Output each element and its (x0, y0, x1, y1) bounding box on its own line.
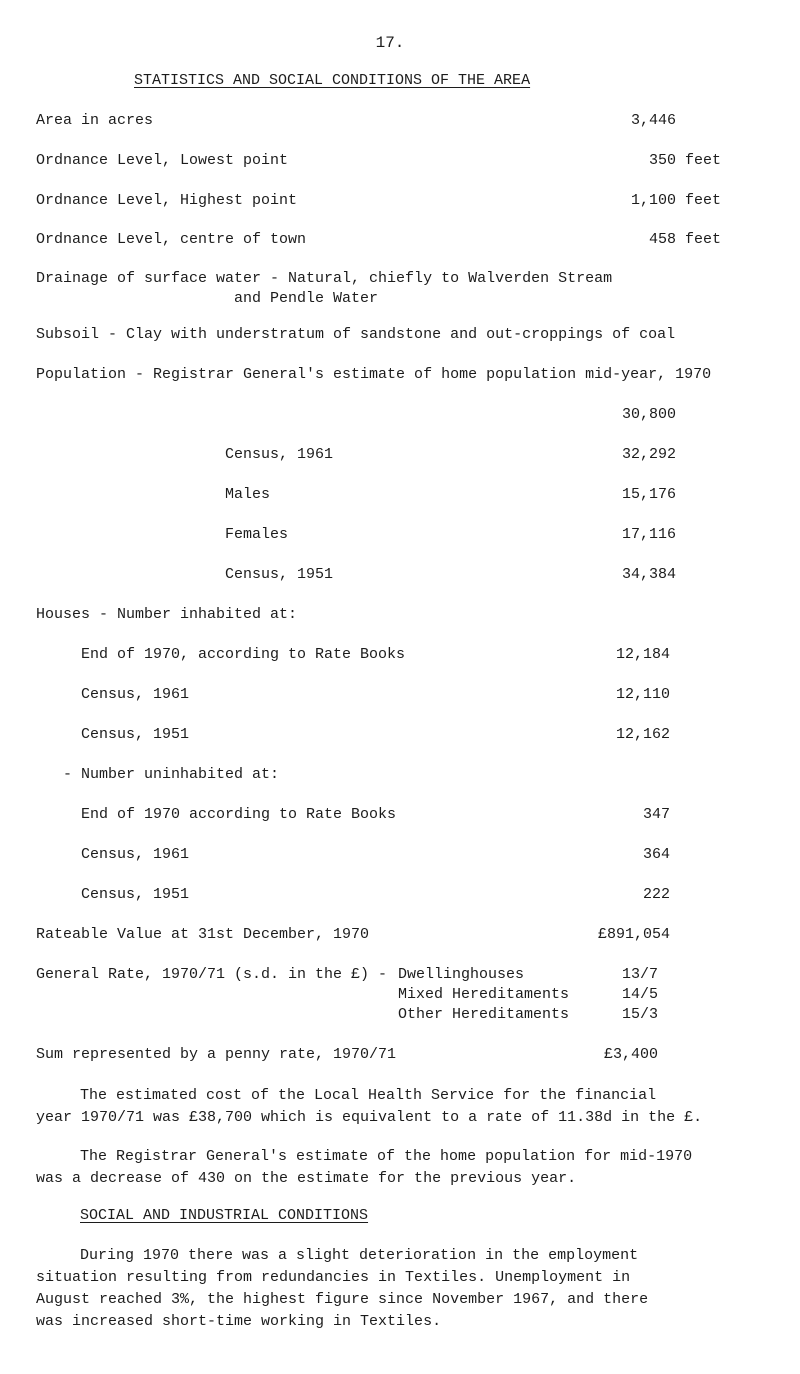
inhabited-row-label: Census, 1961 (81, 686, 190, 703)
social-conditions-paragraph (36, 1245, 776, 1333)
females-label: Females (225, 526, 289, 543)
population-decrease-line-2: was a decrease of 430 on the estimate for the previous year. (36, 1170, 577, 1187)
population-decrease-line-1: The Registrar General's estimate of the home population for mid-1970 (80, 1148, 693, 1165)
males-value: 15,176 (621, 486, 676, 503)
inhabited-row-value: 12,110 (615, 686, 670, 703)
area-label: Area in acres (36, 112, 154, 129)
census-1951-label: Census, 1951 (225, 566, 334, 583)
inhabited-row-value: 12,184 (615, 646, 670, 663)
drainage-line-1: Drainage of surface water - Natural, chiefly to Walverden Stream (36, 270, 613, 287)
social-line-4: was increased short-time working in Textiles. (36, 1313, 442, 1330)
inhabited-row-label: End of 1970, according to Rate Books (81, 646, 406, 663)
social-line-3: August reached 3%, the highest figure since November 1967, and there (36, 1291, 649, 1308)
population-estimate: 30,800 (621, 406, 676, 423)
ordnance-centre-value: 458 feet (648, 231, 721, 248)
census-1961-value: 32,292 (621, 446, 676, 463)
drainage-line-2: and Pendle Water (234, 290, 379, 307)
uninhabited-row-value: 222 (642, 886, 670, 903)
health-cost-line-1: The estimated cost of the Local Health Service for the financial (80, 1087, 657, 1104)
houses-uninhabited-label: - Number uninhabited at: (63, 766, 280, 783)
uninhabited-row-label: End of 1970 according to Rate Books (81, 806, 397, 823)
section-title-social: SOCIAL AND INDUSTRIAL CONDITIONS (80, 1207, 369, 1224)
general-rate-row-value: 14/5 (621, 986, 658, 1003)
penny-rate-value: £3,400 (603, 1046, 658, 1063)
general-rate-label: General Rate, 1970/71 (s.d. in the £) - (36, 966, 388, 983)
uninhabited-row-label: Census, 1961 (81, 846, 190, 863)
subsoil-text: Subsoil - Clay with understratum of sandstone and out-croppings of coal (36, 326, 676, 343)
uninhabited-row-value: 347 (642, 806, 670, 823)
health-cost-line-2: year 1970/71 was £38,700 which is equivalent to a rate of 11.38d in the £. (36, 1109, 703, 1126)
section-title-statistics: STATISTICS AND SOCIAL CONDITIONS OF THE AREA (134, 72, 531, 89)
ordnance-centre-label: Ordnance Level, centre of town (36, 231, 307, 248)
uninhabited-row-value: 364 (642, 846, 670, 863)
ordnance-lowest-value: 350 feet (648, 152, 721, 169)
general-rate-row-label: Other Hereditaments (398, 1006, 570, 1023)
social-line-2: situation resulting from redundancies in Textiles. Unemployment in (36, 1269, 631, 1286)
population-decrease-paragraph (36, 1146, 776, 1190)
ordnance-highest-label: Ordnance Level, Highest point (36, 192, 298, 209)
inhabited-row-label: Census, 1951 (81, 726, 190, 743)
page-number: 17. (375, 34, 405, 52)
houses-inhabited-label: Houses - Number inhabited at: (36, 606, 298, 623)
general-rate-row-label: Dwellinghouses (398, 966, 525, 983)
rateable-value-label: Rateable Value at 31st December, 1970 (36, 926, 370, 943)
females-value: 17,116 (621, 526, 676, 543)
population-label: Population - Registrar General's estimate of home population mid-year, 1970 (36, 366, 712, 383)
inhabited-row-value: 12,162 (615, 726, 670, 743)
ordnance-lowest-label: Ordnance Level, Lowest point (36, 152, 289, 169)
census-1961-label: Census, 1961 (225, 446, 334, 463)
general-rate-row-value: 13/7 (621, 966, 658, 983)
penny-rate-label: Sum represented by a penny rate, 1970/71 (36, 1046, 397, 1063)
census-1951-value: 34,384 (621, 566, 676, 583)
ordnance-highest-value: 1,100 feet (630, 192, 721, 209)
health-cost-paragraph (36, 1085, 776, 1129)
general-rate-row-label: Mixed Hereditaments (398, 986, 570, 1003)
rateable-value: £891,054 (597, 926, 670, 943)
general-rate-row-value: 15/3 (621, 1006, 658, 1023)
area-value: 3,446 (630, 112, 676, 129)
males-label: Males (225, 486, 271, 503)
uninhabited-row-label: Census, 1951 (81, 886, 190, 903)
social-line-1: During 1970 there was a slight deterioration in the employment (80, 1247, 639, 1264)
